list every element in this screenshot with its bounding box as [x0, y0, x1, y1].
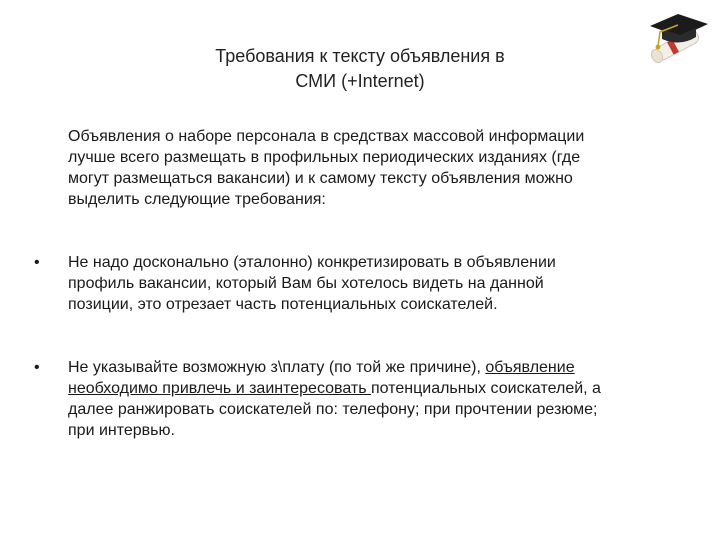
title-line-1: Требования к тексту объявления в — [215, 46, 505, 66]
bullet-marker: • — [34, 359, 40, 376]
slide-title — [150, 44, 570, 94]
underlined-text: объявление — [485, 359, 575, 376]
intro-line: могут размещаться вакансии) и к самому тексту объявления можно — [68, 170, 573, 187]
intro-paragraph — [50, 126, 670, 210]
bullet-line: Не надо досконально (эталонно) конкретизировать в объявлении — [68, 254, 556, 271]
bullet-item-1 — [34, 252, 670, 315]
bullet-text: потенциальных соискателей, а — [371, 380, 601, 397]
bullet-text: Не указывайте возможную з\плату (по той же причине), — [68, 359, 486, 376]
bullet-line: далее ранжировать соискателей по: телефону; при прочтении резюме; — [68, 401, 598, 418]
bullet-line: позиции, это отрезает часть потенциальных соискателей. — [68, 296, 498, 313]
intro-line: Объявления о наборе персонала в средствах массовой информации — [68, 128, 585, 145]
underlined-text: необходимо привлечь и заинтересовать — [68, 380, 371, 397]
bullet-line — [68, 357, 670, 378]
bullet-line: профиль вакансии, который Вам бы хотелось видеть на данной — [68, 275, 544, 292]
bullet-item-2 — [34, 357, 670, 441]
bullet-line: при интервью. — [68, 422, 175, 439]
intro-line: выделить следующие требования: — [68, 191, 326, 208]
intro-line: лучше всего размещать в профильных периодических изданиях (где — [68, 149, 581, 166]
bullet-line — [68, 378, 670, 399]
slide-body — [34, 126, 670, 441]
graduation-cap-diploma-icon — [630, 4, 714, 68]
bullet-marker: • — [34, 254, 40, 271]
title-line-2: СМИ (+Internet) — [295, 71, 425, 91]
